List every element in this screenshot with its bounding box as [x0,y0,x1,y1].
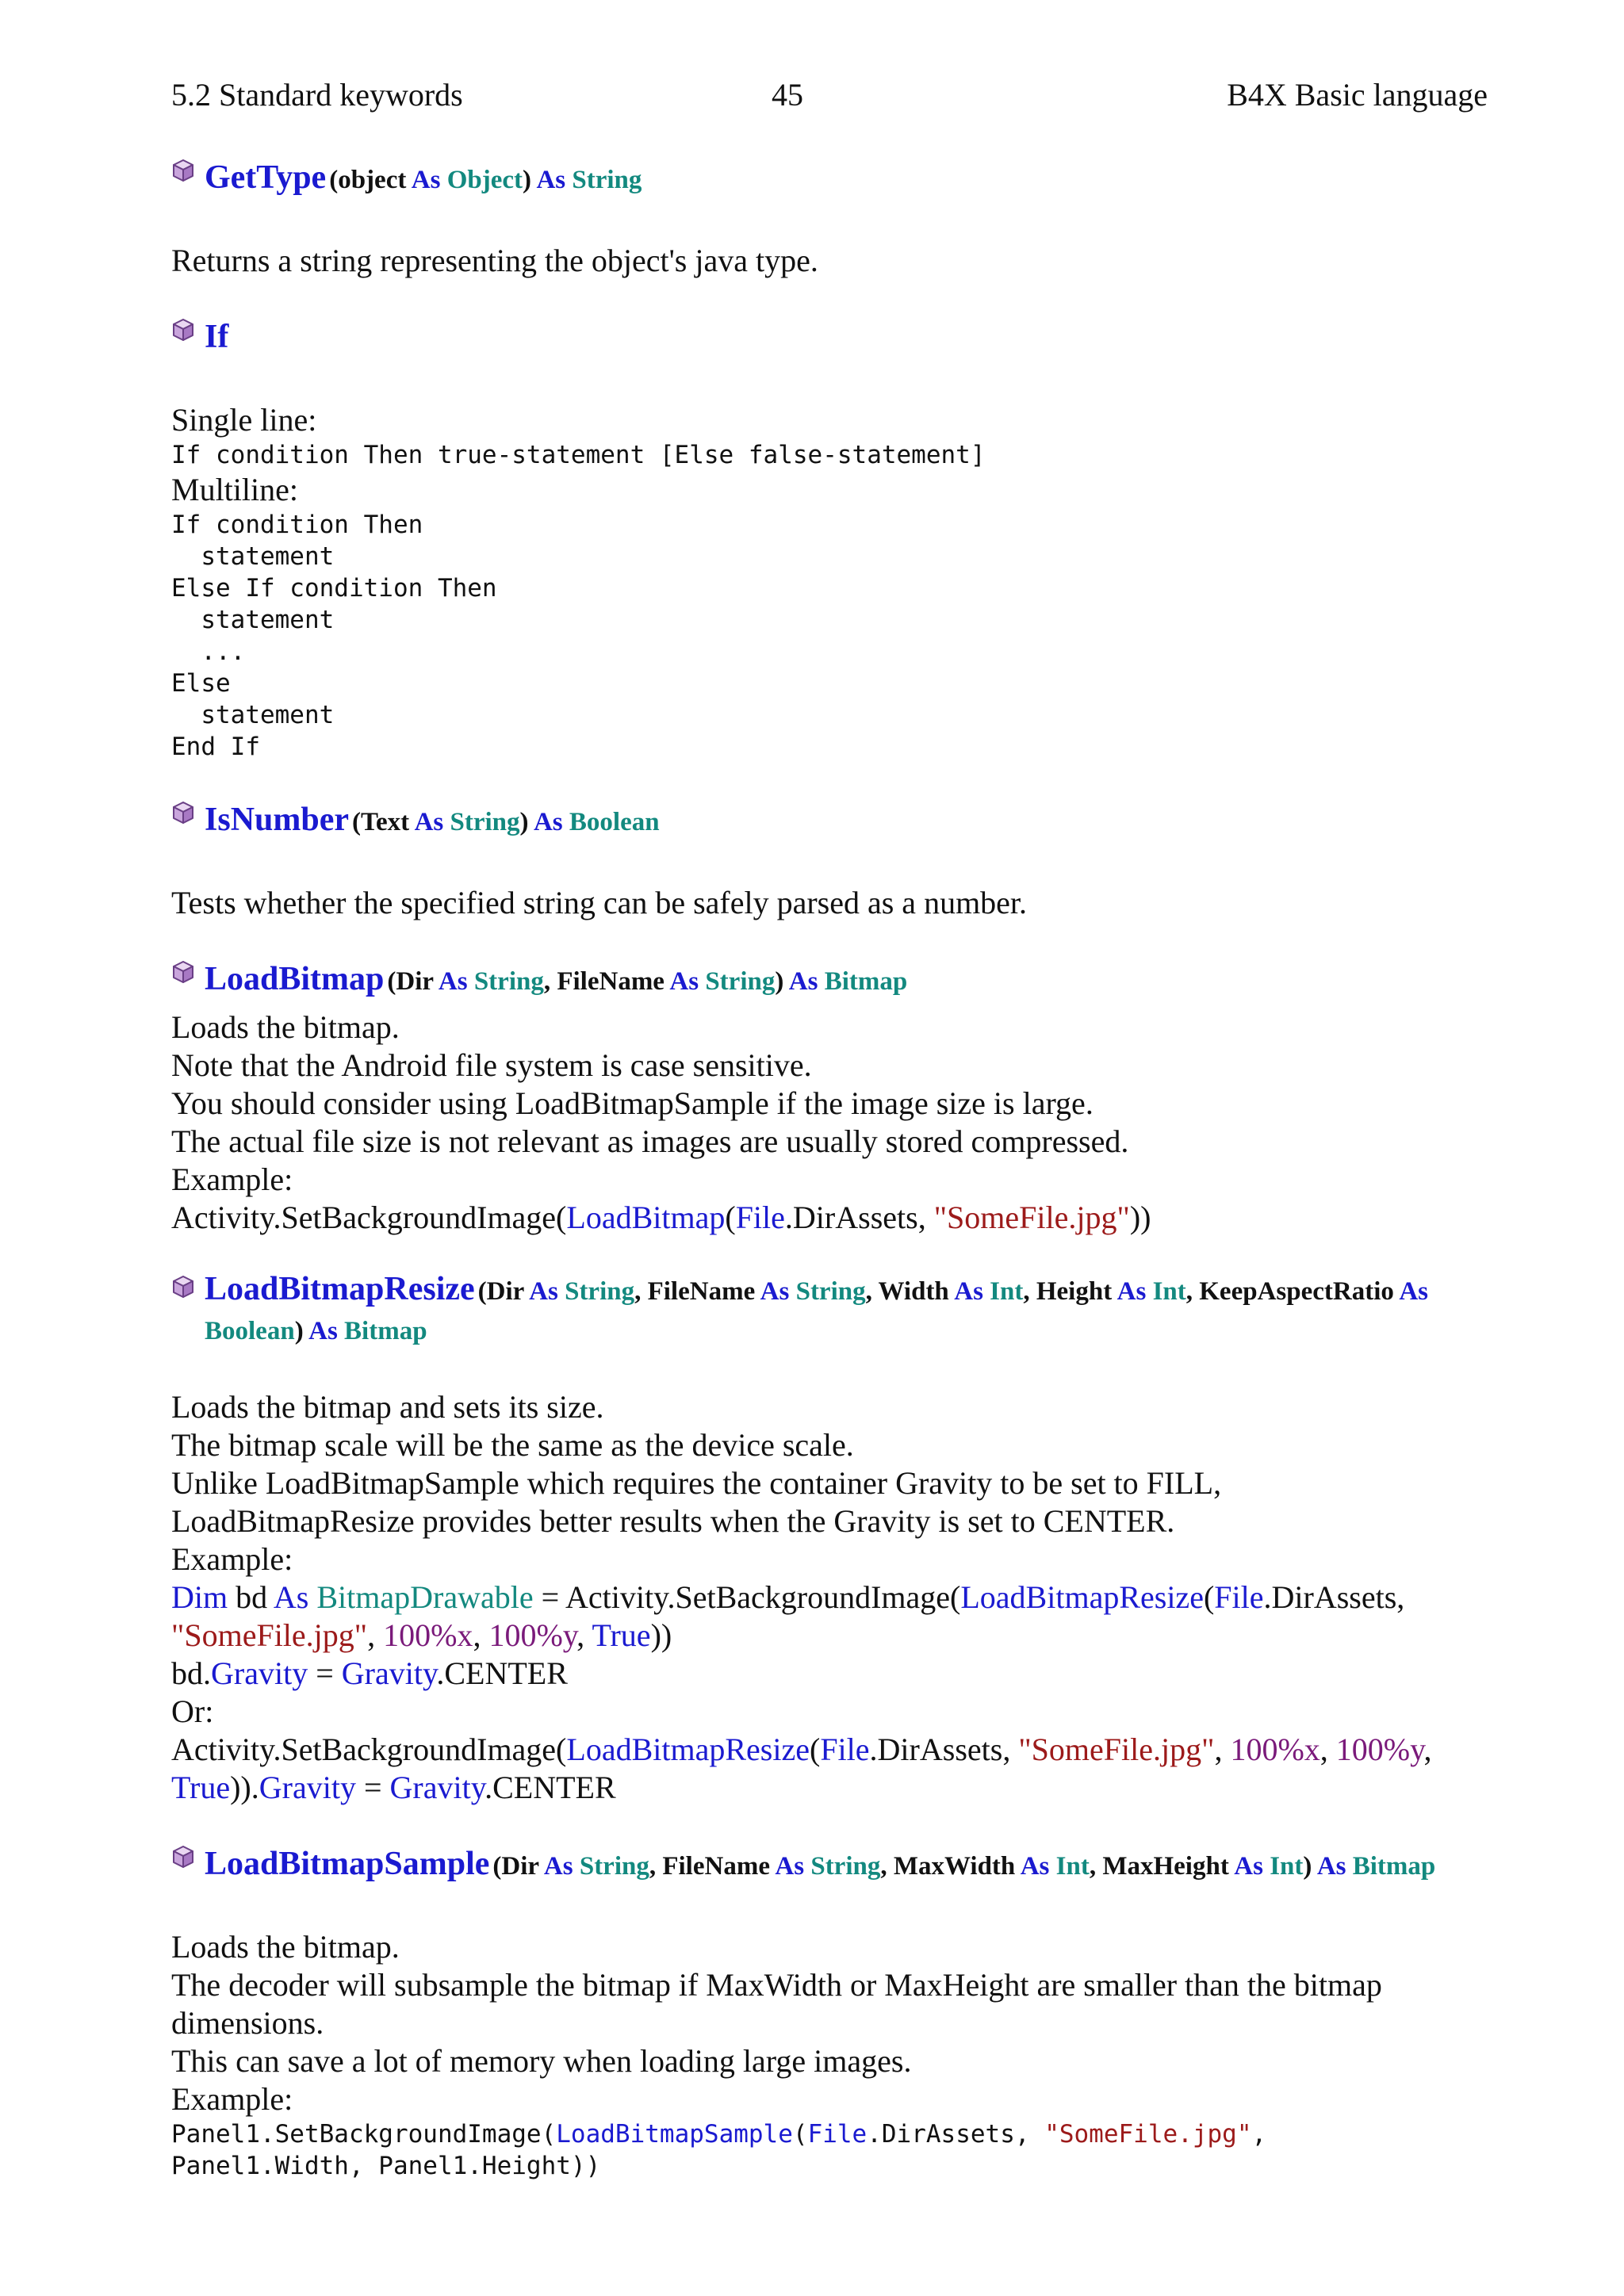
as-keyword: As [1234,1852,1263,1881]
method-cube-icon [171,1275,195,1299]
entry-loadbitmap [171,957,1488,1237]
example-code [171,2118,1488,2182]
as-keyword: As [1316,1852,1346,1881]
code-text: , [1214,1732,1231,1767]
as-keyword: As [760,1277,790,1306]
entry-isnumber [171,798,1488,922]
param-name: MaxWidth [893,1852,1016,1881]
code-keyword: True [171,1770,231,1805]
example-label: Example: [171,1541,293,1577]
param-name: FileName [557,967,665,996]
code-number: 100%x [1230,1732,1320,1767]
param-type: String [705,967,776,996]
as-keyword: As [543,1852,573,1881]
param-type: Boolean [205,1317,295,1345]
as-keyword: As [788,967,818,996]
signature-loadbitmapresize: LoadBitmapResize (Dir As String, FileName As String, Width As Int, Height As Int, KeepAspectRatio As Boolean) As Bitmap [171,1272,1488,1353]
param-type: Int [1055,1852,1090,1881]
code-text: , [367,1617,384,1653]
description: Returns a string representing the object's java type. [171,243,818,278]
signature-gettype: GetType (object As Object) As String [171,155,1488,207]
method-cube-icon [171,159,195,182]
code-string: "SomeFile.jpg" [1044,2120,1252,2149]
code-text: , [473,1617,489,1653]
as-keyword: As [1116,1277,1147,1306]
code-text: .DirAssets, [867,2120,1045,2149]
code-function: LoadBitmap [566,1200,726,1235]
code-text: .CENTER [436,1655,568,1691]
code-keyword: As [273,1579,309,1615]
code-text: Panel1.SetBackgroundImage( [171,2120,557,2149]
code-object: File [820,1732,870,1767]
param-name: MaxHeight [1102,1852,1229,1881]
code-object: File [807,2120,868,2149]
header-section-title: 5.2 Standard keywords [171,77,463,113]
code-text: , [1320,1732,1336,1767]
as-keyword: As [529,1277,558,1306]
code-number: 100%y [1335,1732,1424,1767]
method-cube-icon [171,801,195,825]
code-text: , [576,1617,592,1653]
param-type: Int [1270,1852,1304,1881]
signature-loadbitmap: LoadBitmap (Dir As String, FileName As String) As Bitmap [171,957,1488,1008]
as-keyword: As [775,1852,805,1881]
param-type: String [565,1277,635,1306]
param-type: String [473,967,544,996]
code-text: = [308,1655,342,1691]
return-type: String [572,166,642,194]
keyword-name: IsNumber [205,802,350,838]
code-number: 100%y [488,1617,577,1653]
entry-if [171,315,1488,763]
return-type: Bitmap [824,967,908,996]
keyword-name: LoadBitmapSample [205,1846,490,1882]
param-name: Dir [486,1277,524,1306]
as-keyword: As [1020,1852,1050,1881]
code-function: LoadBitmapResize [960,1579,1204,1615]
return-type: Bitmap [344,1317,427,1345]
as-keyword: As [533,808,563,836]
param-name: Width [878,1277,949,1306]
param-name: Dir [501,1852,539,1881]
as-keyword: As [438,967,468,996]
example-label: Example: [171,1161,293,1197]
code-text: ( [1203,1579,1215,1615]
code-property: Gravity [259,1770,356,1805]
code-text: , [1251,2120,1267,2149]
example-code-1 [171,1578,1488,1655]
code-text: Activity.SetBackgroundImage( [171,1200,567,1235]
page-content [171,155,1488,2182]
as-keyword: As [414,808,444,836]
description: Tests whether the specified string can be safely parsed as a number. [171,885,1028,920]
code-text: .DirAssets, [1263,1579,1405,1615]
code-function: LoadBitmapSample [556,2120,793,2149]
code-text: Activity.SetBackgroundImage( [171,1732,567,1767]
keyword-name: If [205,319,229,355]
as-keyword: As [1399,1277,1428,1306]
description-line: The actual file size is not relevant as images are usually stored compressed. [171,1123,1129,1159]
or-label: Or: [171,1693,214,1729]
entry-gettype [171,155,1488,280]
description-line: The bitmap scale will be the same as the device scale. [171,1427,854,1463]
param-type: Int [1152,1277,1186,1306]
param-type: Object [446,166,523,194]
keyword-name: LoadBitmap [205,961,385,997]
code-object: Gravity [389,1770,485,1805]
single-line-label: Single line: [171,402,317,438]
param-type: String [795,1277,866,1306]
example-code-2 [171,1655,1488,1693]
param-name: object [338,166,407,194]
description-line: Loads the bitmap. [171,1929,400,1965]
description-line: Unlike LoadBitmapSample which requires the container Gravity to be set to FILL, [171,1465,1222,1501]
code-text: .CENTER [485,1770,616,1805]
code-object: File [735,1200,785,1235]
keyword-name: GetType [205,159,327,196]
param-name: FileName [647,1277,756,1306]
method-cube-icon [171,960,195,984]
return-type: Bitmap [1352,1852,1436,1881]
code-text: )) [1129,1200,1151,1235]
code-keyword: True [592,1617,651,1653]
header-book-title: B4X Basic language [1227,77,1488,113]
code-number: 100%x [383,1617,473,1653]
entry-loadbitmapsample [171,1842,1488,2182]
multiline-label: Multiline: [171,472,298,507]
code-text: .DirAssets, [869,1732,1019,1767]
code-property: Gravity [211,1655,308,1691]
description-line: The decoder will subsample the bitmap if MaxWidth or MaxHeight are smaller than the bitmap [171,1967,1382,2003]
code-text: bd. [171,1655,211,1691]
code-function: LoadBitmapResize [566,1732,810,1767]
param-type: String [810,1852,881,1881]
keyword-name: LoadBitmapResize [205,1271,475,1307]
multiline-code: If condition Then statement Else If condition Then statement ... Else statement End If [171,511,497,761]
code-type: BitmapDrawable [308,1579,534,1615]
entry-loadbitmapresize [171,1272,1488,1807]
method-cube-icon [171,1845,195,1869]
description-line: dimensions. [171,2005,324,2041]
code-text: ( [809,1732,821,1767]
signature-if [171,315,1488,366]
code-text: = Activity.SetBackgroundImage( [533,1579,961,1615]
as-keyword: As [954,1277,983,1306]
example-code-3 [171,1731,1488,1807]
param-type: String [450,808,520,836]
description-line: Note that the Android file system is case sensitive. [171,1047,812,1083]
as-keyword: As [411,166,441,194]
code-object: Gravity [341,1655,437,1691]
param-name: Text [361,808,410,836]
code-text: ( [725,1200,736,1235]
method-cube-icon [171,318,195,342]
code-string: "SomeFile.jpg" [171,1617,368,1653]
header-page-number: 45 [772,77,803,113]
code-string: "SomeFile.jpg" [1018,1732,1215,1767]
description-line: This can save a lot of memory when loading large images. [171,2043,912,2079]
code-text: ( [792,2120,808,2149]
single-line-code: If condition Then true-statement [Else false-statement] [171,441,986,469]
code-text: )) [650,1617,672,1653]
code-text: .DirAssets, [784,1200,934,1235]
description-line: Loads the bitmap. [171,1009,400,1045]
code-text: Panel1.Width, Panel1.Height)) [171,2152,601,2180]
param-name: Height [1036,1277,1113,1306]
param-name: KeepAspectRatio [1199,1277,1394,1306]
example-label: Example: [171,2081,293,2117]
description-line: LoadBitmapResize provides better results when the Gravity is set to CENTER. [171,1503,1175,1539]
code-object: File [1214,1579,1264,1615]
param-name: Dir [396,967,434,996]
code-text: = [355,1770,390,1805]
signature-isnumber: IsNumber (Text As String) As Boolean [171,798,1488,849]
code-keyword: Dim [171,1579,228,1615]
as-keyword: As [308,1317,338,1345]
param-type: String [579,1852,649,1881]
code-text: , [1423,1732,1432,1767]
description-line: Loads the bitmap and sets its size. [171,1389,604,1425]
as-keyword: As [536,166,566,194]
example-code [171,1199,1488,1237]
code-text: )). [230,1770,259,1805]
code-text: bd [228,1579,274,1615]
code-string: "SomeFile.jpg" [933,1200,1130,1235]
param-type: Int [990,1277,1024,1306]
as-keyword: As [669,967,699,996]
return-type: Boolean [569,808,660,836]
description-line: You should consider using LoadBitmapSample if the image size is large. [171,1085,1094,1121]
param-name: FileName [662,1852,770,1881]
signature-loadbitmapsample: LoadBitmapSample (Dir As String, FileName As String, MaxWidth As Int, MaxHeight As Int) As Bitmap [171,1842,1488,1893]
